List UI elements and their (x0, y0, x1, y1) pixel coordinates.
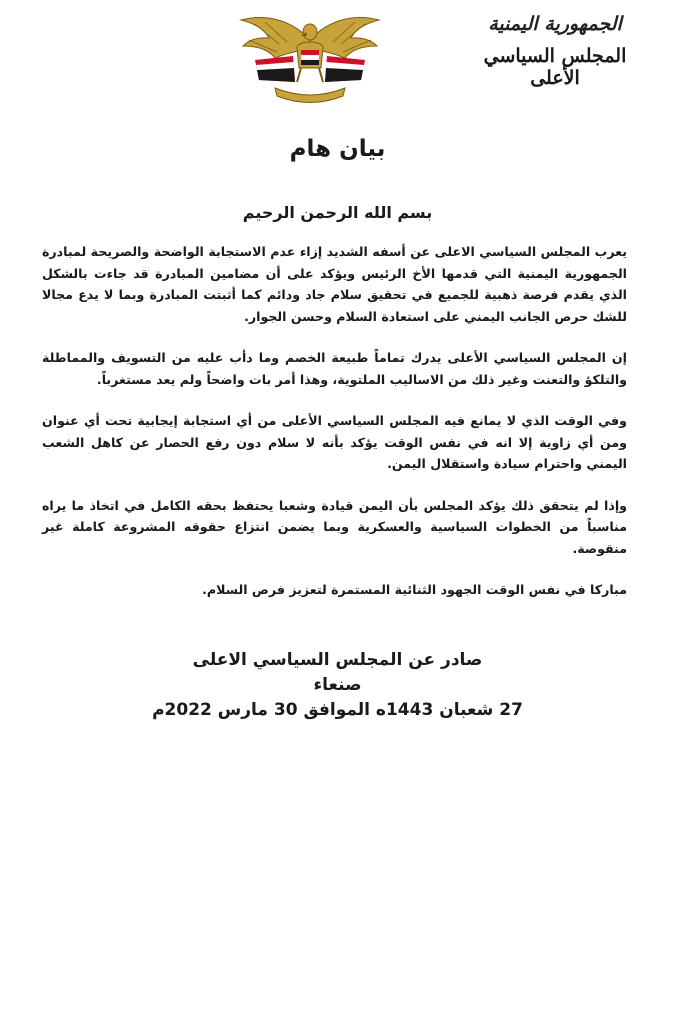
statement-body (42, 241, 627, 621)
signature-city: صنعاء (313, 675, 362, 695)
yemen-eagle-emblem-icon (235, 10, 385, 108)
statement-paragraph: يعرب المجلس السياسي الاعلى عن أسفه الشديد إزاء عدم الاستجابة الواضحة والصريحة لمبادرة الجمهورية اليمنية التي قدمها الأخ الرئيس ويؤكد على أن مضامين المبادرة قد جاءت بالشكل الذي يقدم فرصة ذهبية للجميع في تحقيق سلام جاد ودائم كما أثبتت المبادرة وبما لا يدع مجالا للشك حرص الجانب اليمني على استعادة السلام وحسن الجوار. (42, 244, 627, 324)
statement-paragraph: وإذا لم يتحقق ذلك يؤكد المجلس بأن اليمن قيادة وشعبا يحتفظ بحقه الكامل في اتخاذ ما يراه مناسباً من الخطوات السياسية والعسكرية وبما يضمن انتزاع حقوقه المشروعة كاملة غير منقوصة. (42, 497, 627, 556)
signature-block (0, 648, 675, 723)
basmala: بسم الله الرحمن الرحيم (242, 203, 433, 222)
letterhead-org (465, 14, 645, 90)
signature-issuer: صادر عن المجلس السياسي الاعلى (192, 650, 483, 670)
signature-date: 27 شعبان 1443ه الموافق 30 مارس 2022م (152, 700, 523, 720)
letterhead-council: المجلس السياسي الأعلى (483, 44, 627, 89)
statement-paragraph: إن المجلس السياسي الأعلى يدرك تماماً طبيعة الخصم وما دأب عليه من التسويف والمماطلة والتلكؤ والتعنت وغير ذلك من الاساليب الملتوية، وهذا أمر بات واضحاً ولم يعد مستغرباً. (42, 350, 627, 387)
page-title: بيان هام (289, 136, 386, 162)
statement-paragraph: مباركا في نفس الوقت الجهود الثنائية المستمرة لتعزيز فرص السلام. (202, 582, 627, 597)
statement-paragraph: وفي الوقت الذي لا يمانع فيه المجلس السياسي الأعلى من أي استجابة إيجابية تحت أي عنوان ومن أي زاوية إلا انه في نفس الوقت يؤكد بأنه لا سلام دون رفع الحصار عن كاهل الشعب اليمني واحترام سيادة واستقلال اليمن. (42, 413, 627, 471)
letterhead-country: الجمهورية اليمنية (488, 13, 622, 35)
